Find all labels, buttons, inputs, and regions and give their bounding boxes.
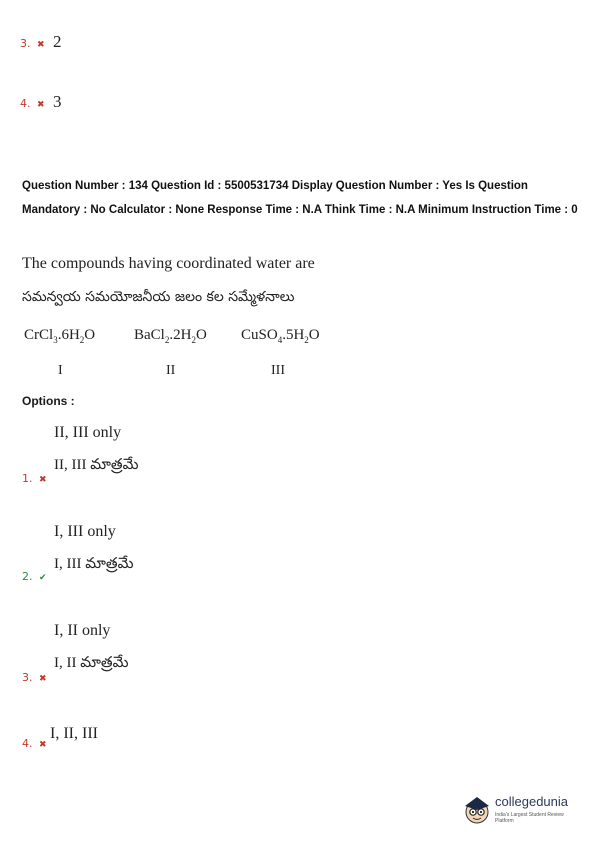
option-2-marker [22, 567, 47, 585]
formula-subscript: 2 [304, 335, 309, 345]
option-3-english: I, II only [54, 622, 111, 639]
option-number: 1. [22, 472, 33, 485]
option-text: 3 [52, 92, 62, 111]
compound-2-formula [134, 327, 207, 345]
option-number: 4. [20, 97, 31, 110]
formula-subscript: 4 [277, 335, 283, 345]
option-number: 3. [20, 37, 31, 50]
option-text: 2 [52, 32, 62, 51]
option-2-english: I, III only [54, 523, 116, 540]
formula-part: O [195, 327, 207, 343]
formula-part: O [308, 327, 320, 343]
logo-tagline: India's Largest Student Review Platform [495, 812, 564, 824]
prev-option-4 [20, 92, 61, 112]
option-1-english: II, III only [54, 424, 122, 441]
formula-part: BaCl [134, 327, 165, 343]
option-4-marker [22, 734, 47, 752]
compound-3-formula [241, 327, 320, 345]
option-2-telugu: I, III మాత్రమే [54, 556, 134, 572]
options-heading: Options : [22, 394, 75, 408]
formula-subscript: 3 [53, 335, 58, 345]
logo-name: collegedunia [495, 794, 569, 809]
cross-icon: ✖ [38, 475, 47, 485]
option-1-marker [22, 469, 47, 487]
compound-2-label: II [166, 363, 176, 378]
prev-option-3 [20, 32, 61, 52]
question-meta: Question Number : 134 Question Id : 5500531734 Display Question Number : Yes Is Question Mandatory : No Calculator : None Response Time : N.A Think Time : N.A Minimum Instruction Time : 0 [22, 180, 578, 216]
collegedunia-logo [461, 790, 581, 830]
formula-subscript: 2 [164, 335, 170, 345]
formula-part: O [84, 327, 96, 343]
formula-part: CrCl [24, 327, 54, 343]
formula-subscript: 2 [79, 335, 85, 345]
formula-part: .5H [282, 327, 305, 343]
formula-part: CuSO [241, 327, 278, 343]
mascot-icon [461, 792, 493, 828]
cross-icon: ✖ [38, 674, 47, 684]
formula-part: .2H [169, 327, 192, 343]
check-icon: ✔ [38, 573, 47, 583]
compound-3-label: III [271, 363, 285, 378]
option-1-telugu: II, III మాత్రమే [54, 457, 139, 473]
option-number: 3. [22, 671, 33, 684]
compound-1-label: I [58, 363, 63, 378]
compound-1-formula [24, 327, 95, 345]
formula-subscript: 2 [191, 335, 196, 345]
question-text-english: The compounds having coordinated water are [22, 255, 315, 272]
option-3-marker [22, 668, 47, 686]
option-number: 2. [22, 570, 33, 583]
option-4-english: I, II, III [50, 725, 98, 742]
cross-icon: ✖ [36, 40, 45, 50]
option-3-telugu: I, II మాత్రమే [54, 655, 129, 671]
cross-icon: ✖ [38, 740, 47, 750]
question-text-telugu: సమన్వయ సమయోజనీయ జలం కల సమ్మేళనాలు [22, 289, 295, 305]
cross-icon: ✖ [36, 100, 45, 110]
option-number: 4. [22, 737, 33, 750]
formula-part: .6H [57, 327, 80, 343]
